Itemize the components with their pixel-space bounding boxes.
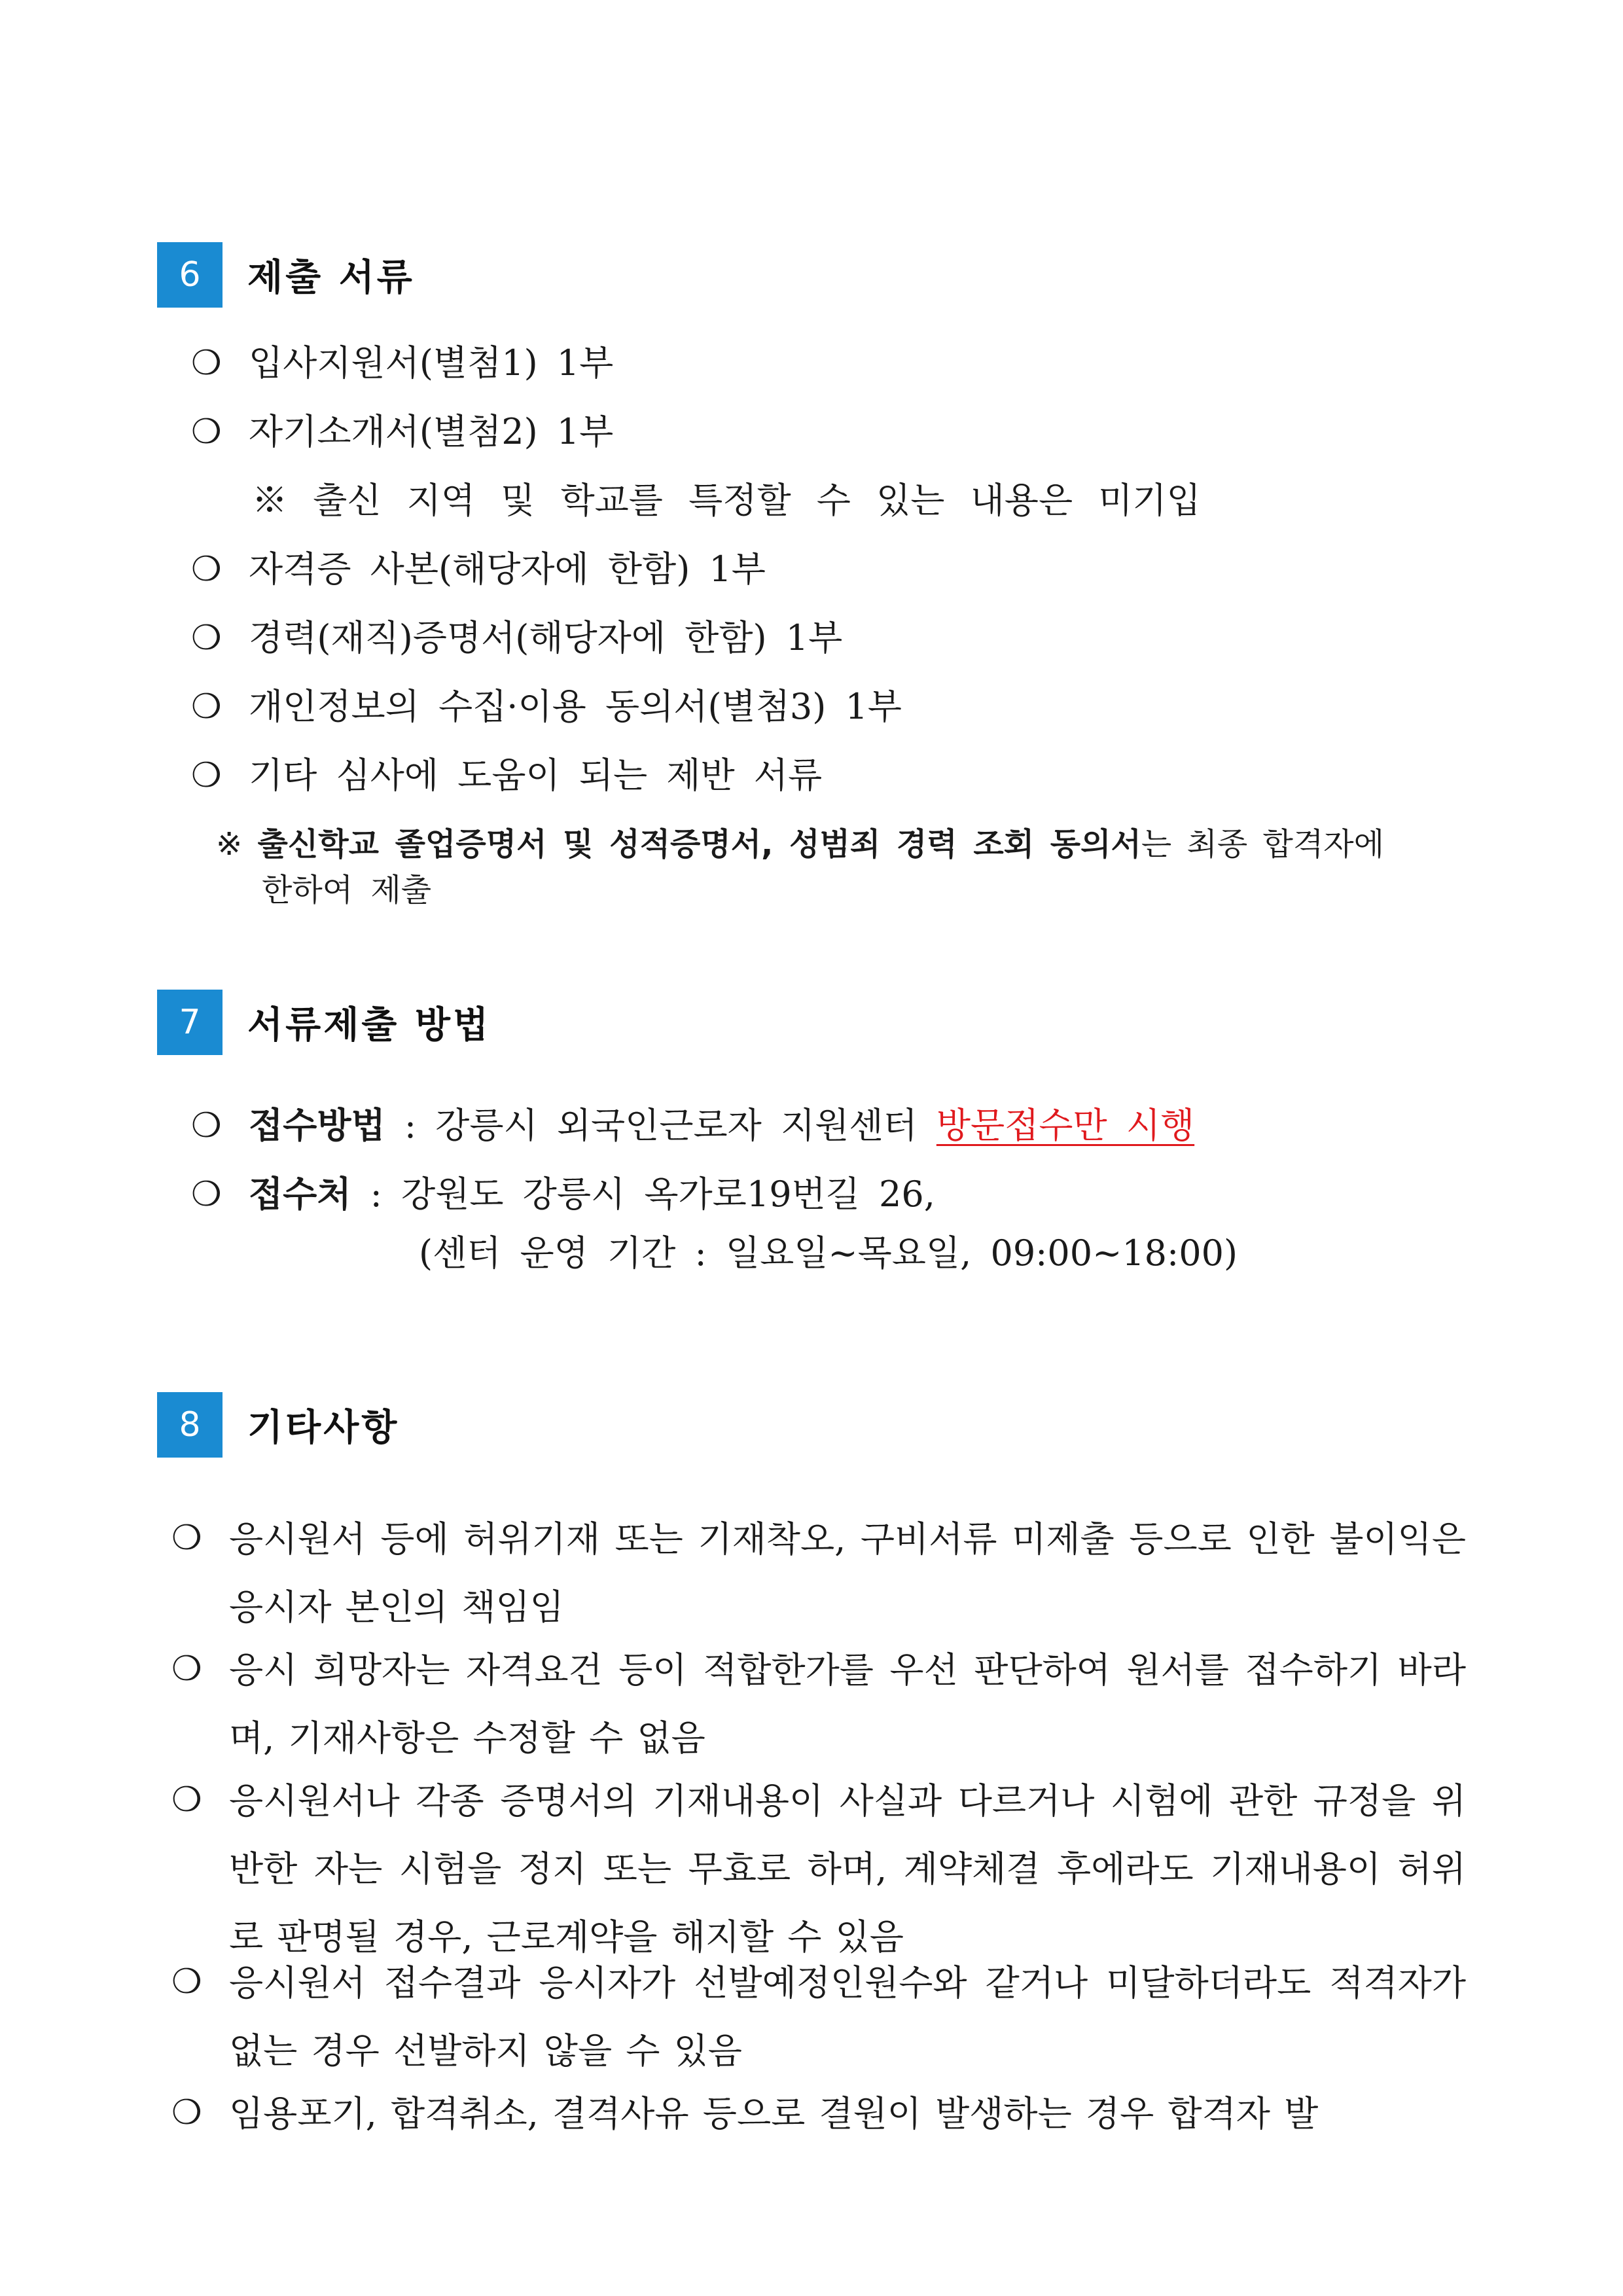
bullet-icon: ❍ bbox=[171, 1649, 202, 1689]
list-item: 기타 심사에 도움이 되는 제반 서류 bbox=[249, 755, 823, 796]
bullet-icon: ❍ bbox=[191, 412, 222, 452]
section-8-header bbox=[157, 1392, 399, 1458]
sub-note: ※ 출신 지역 및 학교를 특정할 수 있는 내용은 미기입 bbox=[252, 480, 1201, 521]
list-item: 자격증 사본(해당자에 한함) 1부 bbox=[249, 548, 766, 590]
bullet-icon: ❍ bbox=[191, 619, 222, 658]
method-highlight: 방문접수만 시행 bbox=[936, 1105, 1195, 1146]
bullet-icon: ❍ bbox=[171, 1780, 202, 1820]
list-item: 자기소개서(별첨2) 1부 bbox=[249, 411, 614, 452]
bullet-icon: ❍ bbox=[171, 1962, 202, 2001]
section-6-header bbox=[157, 242, 415, 308]
list-item: 경력(재직)증명서(해당자에 한함) 1부 bbox=[249, 617, 843, 658]
bullet-icon: ❍ bbox=[191, 1175, 222, 1214]
section-number-badge: 6 bbox=[157, 242, 223, 308]
place-label: 접수처 bbox=[249, 1174, 351, 1215]
bullet-icon: ❍ bbox=[191, 1106, 222, 1145]
bullet-icon: ❍ bbox=[171, 2093, 202, 2132]
list-item: 입사지원서(별첨1) 1부 bbox=[249, 342, 614, 384]
section-number-badge: 8 bbox=[157, 1392, 223, 1458]
method-label: 접수방법 bbox=[249, 1105, 385, 1146]
receipt-place bbox=[249, 1172, 935, 1217]
section-title: 기타사항 bbox=[247, 1407, 400, 1449]
section-7-header bbox=[157, 990, 491, 1055]
final-note-cont: 한하여 제출 bbox=[262, 872, 432, 908]
list-item: 응시원서 등에 허위기재 또는 기재착오, 구비서류 미제출 등으로 인한 불이익은 응시자 본인의 책임임 bbox=[229, 1518, 1466, 1628]
note-bold: 출신학교 졸업증명서 및 성적증명서, 성범죄 경력 조회 동의서 bbox=[257, 826, 1141, 863]
list-item: 응시원서나 각종 증명서의 기재내용이 사실과 다르거나 시험에 관한 규정을 위반한 자는 시험을 정지 또는 무효로 하며, 계약체결 후에라도 기재내용이 허위로 판명될 경우, 근로계약을 해지할 수 있음 bbox=[229, 1780, 1466, 1958]
list-item: 응시 희망자는 자격요건 등이 적합한가를 우선 판단하여 원서를 접수하기 바라며, 기재사항은 수정할 수 없음 bbox=[229, 1649, 1466, 1759]
bullet-icon: ❍ bbox=[191, 756, 222, 795]
section-title: 서류제출 방법 bbox=[247, 1004, 491, 1047]
bullet-icon: ❍ bbox=[171, 1518, 202, 1558]
final-note bbox=[216, 821, 1384, 867]
note-rest: 는 최종 합격자에 bbox=[1141, 826, 1384, 863]
list-item: 개인정보의 수집·이용 동의서(별첨3) 1부 bbox=[249, 686, 902, 727]
place-text: : 강원도 강릉시 옥가로19번길 26, bbox=[370, 1174, 935, 1215]
place-hours: (센터 운영 기간 : 일요일~목요일, 09:00~18:00) bbox=[419, 1232, 1238, 1274]
list-item: 임용포기, 합격취소, 결격사유 등으로 결원이 발생하는 경우 합격자 발 bbox=[229, 2093, 1319, 2134]
bullet-icon: ❍ bbox=[191, 550, 222, 589]
section-title: 제출 서류 bbox=[247, 257, 415, 299]
bullet-icon: ❍ bbox=[191, 344, 222, 383]
bullet-icon: ❍ bbox=[191, 687, 222, 726]
note-mark: ※ bbox=[216, 826, 243, 863]
section-number-badge: 7 bbox=[157, 990, 223, 1055]
method-text: : 강릉시 외국인근로자 지원센터 bbox=[404, 1105, 918, 1146]
list-item: 응시원서 접수결과 응시자가 선발예정인원수와 같거나 미달하더라도 적격자가 없는 경우 선발하지 않을 수 있음 bbox=[229, 1962, 1466, 2072]
receipt-method bbox=[249, 1103, 1194, 1149]
